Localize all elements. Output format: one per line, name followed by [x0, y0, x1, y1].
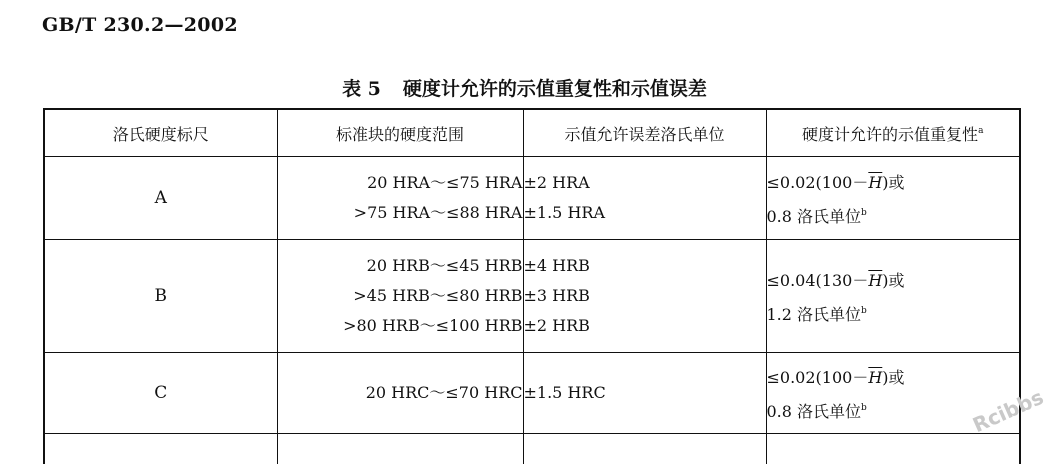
hardness-table [43, 108, 1021, 464]
footnote-marker: b [861, 306, 867, 316]
error-value: ±2 HRA [524, 168, 766, 198]
header-repeatability [766, 109, 1020, 157]
error-cell [523, 157, 766, 240]
range-cell [277, 240, 523, 353]
repeatability-alt: 0.8 洛氏单位$^b$ [767, 393, 1020, 423]
scale-cell [44, 434, 277, 464]
error-value: ±2 HRB [524, 311, 766, 341]
error-value: ±1.5 HRA [524, 198, 766, 228]
repeatability-alt: 0.8 洛氏单位$^b$ [767, 198, 1020, 228]
footnote-marker: a [978, 126, 983, 136]
standard-id: GB/T 230.2—2002 [42, 14, 238, 36]
range-value: 20 HRC～≤70 HRC [278, 378, 523, 408]
range-value: 20 HRA～≤75 HRA [278, 168, 523, 198]
header-range: 标准块的硬度范围 [277, 109, 523, 157]
range-value: 20 HRB～≤45 HRB [278, 251, 523, 281]
table-row [44, 353, 1020, 434]
scale-cell: C [44, 353, 277, 434]
header-row [44, 109, 1020, 157]
scale-cell: A [44, 157, 277, 240]
error-cell [523, 434, 766, 464]
footnote-marker: b [861, 403, 867, 413]
range-cell [277, 157, 523, 240]
range-value: >75 HRA～≤88 HRA [278, 198, 523, 228]
repeatability-formula: $\le 0.02(100-\overline{H})$或 [767, 168, 1020, 198]
header-repeatability-label: 硬度计允许的示值重复性 [802, 125, 978, 144]
repeatability-formula: $\le 0.04(130-\overline{H})$或 [767, 266, 1020, 296]
header-error: 示值允许误差洛氏单位 [523, 109, 766, 157]
error-value: ±4 HRB [524, 251, 766, 281]
repeatability-cell [766, 240, 1020, 353]
error-value: ±3 HRB [524, 281, 766, 311]
header-scale: 洛氏硬度标尺 [44, 109, 277, 157]
repeatability-cell [766, 157, 1020, 240]
range-cell [277, 353, 523, 434]
watermark-logo: Rcibbs [962, 374, 1049, 449]
table-caption [0, 74, 1049, 101]
range-value: >45 HRB～≤80 HRB [278, 281, 523, 311]
table-row [44, 157, 1020, 240]
repeatability-formula: $\le 0.02(100-\overline{H})$或 [767, 363, 1020, 393]
error-cell [523, 353, 766, 434]
range-value: >80 HRB～≤100 HRB [278, 311, 523, 341]
table-title: 硬度计允许的示值重复性和示值误差 [403, 78, 707, 100]
table-number: 表 5 [342, 78, 381, 100]
table-row-cut-off [44, 434, 1020, 464]
scale-cell: B [44, 240, 277, 353]
repeatability-alt: 1.2 洛氏单位$^b$ [767, 296, 1020, 326]
range-cell [277, 434, 523, 464]
error-value: ±1.5 HRC [524, 378, 766, 408]
table-row [44, 240, 1020, 353]
error-cell [523, 240, 766, 353]
footnote-marker: b [861, 208, 867, 218]
